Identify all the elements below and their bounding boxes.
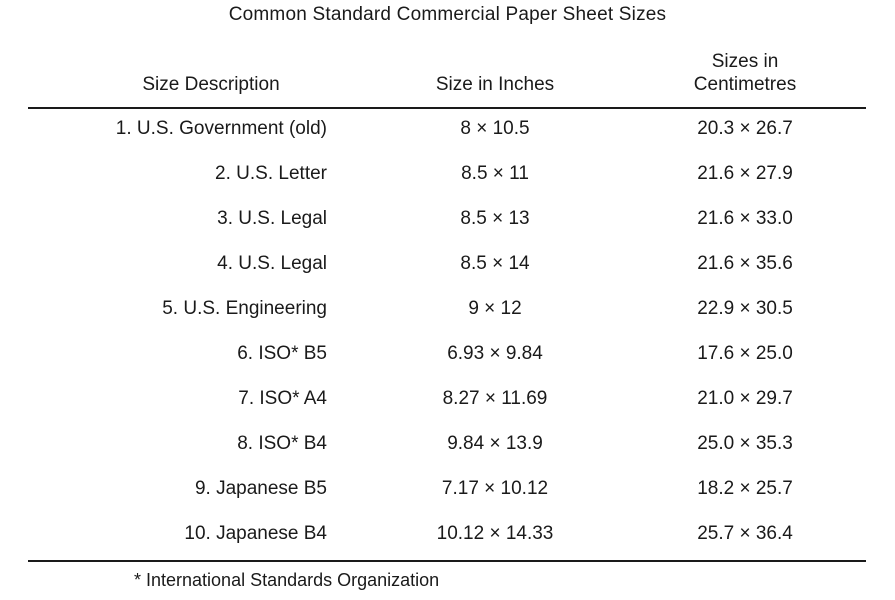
size-centimetres-cell: 22.9 × 30.5: [697, 298, 793, 319]
header-cm-line2: Centimetres: [693, 74, 797, 95]
table-row: [0, 298, 895, 328]
size-centimetres-cell: 18.2 × 25.7: [697, 478, 793, 499]
size-centimetres-cell: 21.6 × 27.9: [697, 163, 793, 184]
size-description-cell: 1. U.S. Government (old): [115, 118, 327, 139]
table-row: [0, 253, 895, 283]
size-centimetres-cell: 25.7 × 36.4: [697, 523, 793, 544]
size-inches-cell: 9 × 12: [468, 298, 522, 319]
header-size-inches: Size in Inches: [435, 74, 555, 95]
size-inches-cell: 8.5 × 11: [461, 163, 529, 184]
size-description-cell: 8. ISO* B4: [237, 433, 327, 454]
footnote: * International Standards Organization: [134, 570, 440, 590]
size-centimetres-cell: 21.6 × 35.6: [697, 253, 793, 274]
size-description-cell: 6. ISO* B5: [237, 343, 327, 364]
header-cm-line1: Sizes in: [711, 51, 779, 72]
table-row: [0, 523, 895, 553]
size-inches-cell: 8 × 10.5: [460, 118, 530, 139]
size-description-cell: 9. Japanese B5: [194, 478, 327, 499]
size-inches-cell: 8.5 × 13: [460, 208, 530, 229]
size-inches-cell: 10.12 × 14.33: [436, 523, 554, 544]
size-description-cell: 7. ISO* A4: [238, 388, 327, 409]
size-centimetres-cell: 21.6 × 33.0: [697, 208, 793, 229]
table-row: [0, 118, 895, 148]
size-centimetres-cell: 17.6 × 25.0: [697, 343, 793, 364]
footer-divider: [28, 560, 866, 562]
size-inches-cell: 9.84 × 13.9: [447, 433, 543, 454]
table-row: [0, 343, 895, 373]
table-row: [0, 163, 895, 193]
table-row: [0, 478, 895, 508]
size-inches-cell: 8.5 × 14: [460, 253, 530, 274]
table-row: [0, 388, 895, 418]
table-row: [0, 208, 895, 238]
table-row: [0, 433, 895, 463]
size-description-cell: 2. U.S. Letter: [215, 163, 327, 184]
size-inches-cell: 6.93 × 9.84: [447, 343, 543, 364]
size-centimetres-cell: 20.3 × 26.7: [697, 118, 793, 139]
size-inches-cell: 7.17 × 10.12: [441, 478, 549, 499]
size-centimetres-cell: 25.0 × 35.3: [697, 433, 793, 454]
header-size-description: Size Description: [142, 74, 280, 95]
size-inches-cell: 8.27 × 11.69: [442, 388, 548, 409]
size-centimetres-cell: 21.0 × 29.7: [697, 388, 793, 409]
size-description-cell: 10. Japanese B4: [184, 523, 327, 544]
size-description-cell: 3. U.S. Legal: [217, 208, 327, 229]
header-size-centimetres: [670, 50, 820, 96]
size-description-cell: 5. U.S. Engineering: [162, 298, 327, 319]
table-title: Common Standard Commercial Paper Sheet Sizes: [228, 4, 667, 25]
header-divider: [28, 107, 866, 109]
size-description-cell: 4. U.S. Legal: [217, 253, 327, 274]
